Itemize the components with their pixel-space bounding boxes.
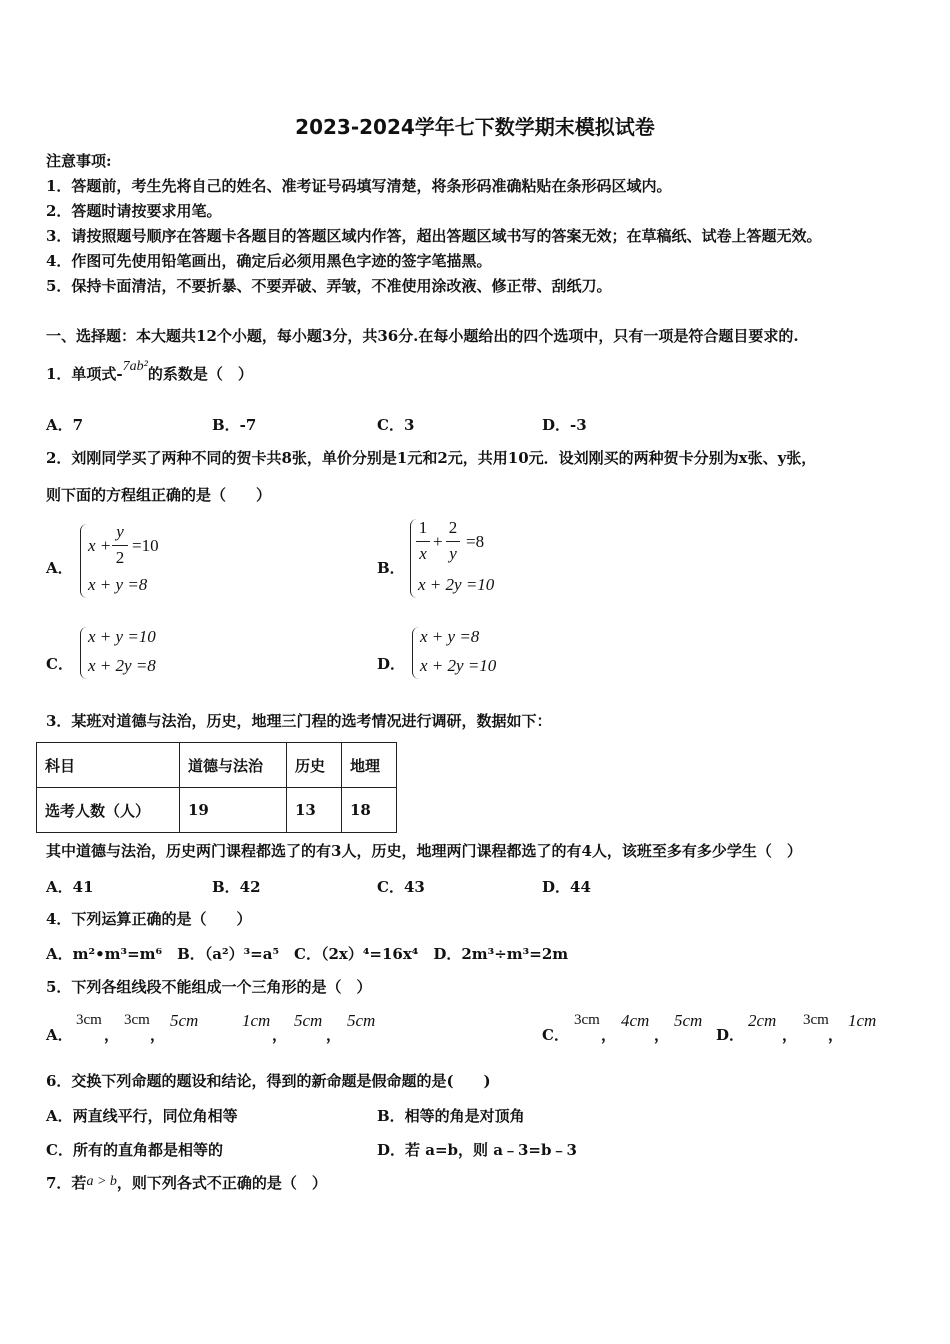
q5-d-length-2: 3cm bbox=[803, 1012, 829, 1028]
q3-option-c: C．43 bbox=[377, 878, 425, 896]
table-header-row bbox=[37, 743, 397, 788]
q5-a-length-1: 3cm bbox=[76, 1012, 102, 1028]
question-5-stem: 5．下列各组线段不能组成一个三角形的是（ ） bbox=[46, 978, 372, 996]
q2-b-plus: + bbox=[433, 532, 443, 551]
q2-d-eq2: x + 2y =10 bbox=[420, 656, 497, 675]
q2-b-eq2: x + 2y =10 bbox=[418, 575, 495, 594]
notice-item: 1．答题前，考生先将自己的姓名、准考证号码填写清楚，将条形码准确粘贴在条形码区域内。 bbox=[46, 177, 672, 195]
q2-b-frac2-num: 2 bbox=[448, 518, 458, 537]
q4-options: A．m²•m³=m⁶ B．（a²）³=a⁵ C．（2x）⁴=16x⁴ D．2m³÷m³=2m bbox=[46, 945, 569, 963]
q5-comma: ， bbox=[104, 1026, 120, 1044]
q2-option-b-label: B． bbox=[377, 559, 405, 577]
q2-option-c-label: C． bbox=[46, 655, 73, 673]
q5-c-length-3: 5cm bbox=[674, 1011, 703, 1030]
q5-option-d-label: D． bbox=[716, 1026, 745, 1044]
q2-b-frac1-den: x bbox=[419, 544, 427, 563]
q2-b-frac2-line bbox=[446, 541, 460, 542]
q2-a-brace bbox=[80, 524, 87, 598]
q5-c-length-1: 3cm bbox=[574, 1012, 600, 1028]
notice-item: 3．请按照题号顺序在答题卡各题目的答题区域内作答，超出答题区域书写的答案无效；在草稿纸、试卷上答题无效。 bbox=[46, 227, 822, 245]
question-7-suffix: ，则下列各式不正确的是（ ） bbox=[116, 1174, 327, 1192]
table-header-cell: 科目 bbox=[37, 743, 180, 788]
q6-option-a: A．两直线平行，同位角相等 bbox=[46, 1107, 238, 1125]
question-1 bbox=[46, 359, 253, 386]
q2-a-frac-den: 2 bbox=[115, 548, 125, 567]
table-header-cell: 历史 bbox=[287, 743, 342, 788]
q2-b-frac1-num: 1 bbox=[418, 518, 428, 537]
q2-d-brace bbox=[412, 627, 419, 679]
q5-comma: ， bbox=[150, 1026, 166, 1044]
question-1-suffix: 的系数是（ ） bbox=[147, 365, 253, 383]
q1-option-d: D．-3 bbox=[542, 416, 587, 434]
q5-b-length-1: 1cm bbox=[242, 1011, 271, 1030]
q3-option-a: A．41 bbox=[46, 878, 94, 896]
question-4-stem: 4．下列运算正确的是（ ） bbox=[46, 910, 252, 928]
q2-option-d-label: D． bbox=[377, 655, 406, 673]
q5-c-length-2: 4cm bbox=[621, 1011, 650, 1030]
q2-a-eq2: x + y =8 bbox=[88, 575, 148, 594]
q5-option-c-label: C． bbox=[542, 1026, 569, 1044]
q5-a-length-3: 5cm bbox=[170, 1011, 199, 1030]
table-header-cell: 道德与法治 bbox=[180, 743, 287, 788]
q2-b-frac2-den: y bbox=[449, 544, 457, 563]
q2-a-eq1-right: =10 bbox=[132, 536, 159, 555]
question-1-expression: 7ab² bbox=[122, 359, 148, 374]
q5-comma: ， bbox=[272, 1026, 288, 1044]
question-3-stem: 3．某班对道德与法治，历史，地理三门程的选考情况进行调研，数据如下： bbox=[46, 712, 552, 730]
q1-option-c: C．3 bbox=[377, 416, 415, 434]
q2-b-frac1-line bbox=[416, 541, 430, 542]
question-6-stem: 6．交换下列命题的题设和结论，得到的新命题是假命题的是( ) bbox=[46, 1072, 491, 1090]
q6-option-d: D．若 a=b，则 a﹣3=b﹣3 bbox=[377, 1141, 577, 1159]
question-7-expression: a > b bbox=[86, 1174, 117, 1189]
q2-option-a-label: A． bbox=[46, 559, 73, 577]
q1-option-b: B．-7 bbox=[212, 416, 257, 434]
notice-item: 4．作图可先使用铅笔画出，确定后必须用黑色字迹的签字笔描黑。 bbox=[46, 252, 492, 270]
q5-option-a-label: A． bbox=[46, 1026, 73, 1044]
q2-b-eq1-right: =8 bbox=[466, 532, 485, 551]
question-2-line2: 则下面的方程组正确的是（ ） bbox=[46, 486, 272, 504]
q5-comma: ， bbox=[326, 1026, 342, 1044]
table-row bbox=[37, 788, 397, 833]
q3-data-table bbox=[36, 742, 397, 833]
q5-b-length-3: 5cm bbox=[347, 1011, 376, 1030]
q5-b-length-2: 5cm bbox=[294, 1011, 323, 1030]
q5-d-length-3: 1cm bbox=[848, 1011, 877, 1030]
q5-comma: ， bbox=[828, 1026, 844, 1044]
notice-item: 2．答题时请按要求用笔。 bbox=[46, 202, 222, 220]
q5-d-length-1: 2cm bbox=[748, 1011, 777, 1030]
notice-item: 5．保持卡面清洁，不要折暴、不要弄破、弄皱，不准使用涂改液、修正带、刮纸刀。 bbox=[46, 277, 612, 295]
q5-comma: ， bbox=[601, 1026, 617, 1044]
table-cell: 19 bbox=[180, 788, 287, 833]
q5-comma: ， bbox=[782, 1026, 798, 1044]
question-7 bbox=[46, 1173, 327, 1195]
q3-option-b: B．42 bbox=[212, 878, 261, 896]
q5-comma: ， bbox=[654, 1026, 670, 1044]
q2-c-brace bbox=[80, 627, 87, 679]
q2-c-eq2: x + 2y =8 bbox=[88, 656, 156, 675]
q2-a-frac-num: y bbox=[116, 522, 124, 541]
q2-a-eq1-left: x + bbox=[88, 536, 112, 555]
table-cell: 选考人数（人） bbox=[37, 788, 180, 833]
table-cell: 13 bbox=[287, 788, 342, 833]
q2-a-frac-line bbox=[112, 545, 128, 546]
q2-d-eq1: x + y =8 bbox=[420, 627, 480, 646]
question-3-question: 其中道德与法治，历史两门课程都选了的有3人，历史，地理两门课程都选了的有4人，该班至多有多少学生（ ） bbox=[46, 842, 802, 860]
question-1-prefix: 1．单项式- bbox=[46, 365, 123, 383]
q2-c-eq1: x + y =10 bbox=[88, 627, 156, 646]
question-2-line1: 2．刘刚同学买了两种不同的贺卡共8张，单价分别是1元和2元，共用10元．设刘刚买的两种贺卡分别为x张、y张， bbox=[46, 449, 817, 467]
exam-title: 2023-2024学年七下数学期末模拟试卷 bbox=[295, 115, 655, 139]
question-7-prefix: 7．若 bbox=[46, 1174, 87, 1192]
table-header-cell: 地理 bbox=[342, 743, 397, 788]
section-heading: 一、选择题：本大题共12个小题，每小题3分，共36分.在每小题给出的四个选项中，只有一项是符合题目要求的. bbox=[46, 327, 799, 345]
table-cell: 18 bbox=[342, 788, 397, 833]
notice-heading: 注意事项: bbox=[46, 152, 112, 170]
q6-option-c: C．所有的直角都是相等的 bbox=[46, 1141, 223, 1159]
q3-option-d: D．44 bbox=[542, 878, 591, 896]
q5-a-length-2: 3cm bbox=[124, 1012, 150, 1028]
q6-option-b: B．相等的角是对顶角 bbox=[377, 1107, 525, 1125]
q1-option-a: A．7 bbox=[46, 416, 84, 434]
